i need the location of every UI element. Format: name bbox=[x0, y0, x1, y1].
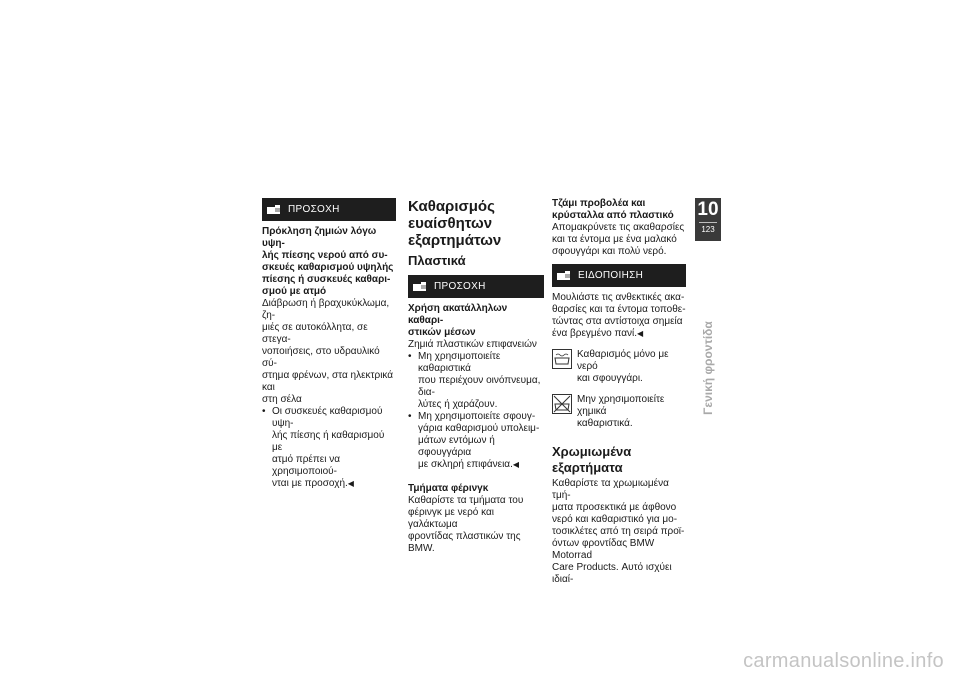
end-mark: ◀ bbox=[512, 460, 519, 469]
warning-hand-icon bbox=[266, 203, 282, 217]
warning-subhead: Πρόκληση ζημιών λόγω υψη- λής πίεσης νερού από συ- σκευές καθαρισμού υψηλής πίεσης ή συσκευές καθαρι- σμού με ατμό bbox=[262, 226, 394, 297]
visor-title: Τζάμι προβολέα και κρύσταλλα από πλαστικό bbox=[552, 198, 674, 221]
warning-box bbox=[408, 275, 544, 298]
list-item: • Οι συσκευές καθαρισμού υψη- λής πίεσης ή καθαρισμού με ατμό πρέπει να χρησιμοποιού- νται με προσοχή.◀ bbox=[262, 406, 396, 490]
warning-label: ΠΡΟΣΟΧΗ bbox=[434, 281, 486, 292]
chapter-number: 10 bbox=[697, 199, 719, 220]
chapter-tab bbox=[695, 198, 721, 241]
chrome-title: Χρωμιωμένα εξαρτήματα bbox=[552, 444, 632, 475]
watermark: carmanualsonline.info bbox=[743, 650, 944, 672]
list-item: • Μη χρησιμοποιείτε καθαριστικά που περιέχουν οινόπνευμα, δια- λύτες ή χαράζουν. bbox=[408, 351, 544, 411]
page-number: 123 bbox=[701, 225, 715, 234]
warning-body: Ζημιά πλαστικών επιφανειών bbox=[408, 339, 537, 350]
section-title: Καθαρισμός ευαίσθητων εξαρτημάτων bbox=[408, 198, 502, 249]
column-3 bbox=[552, 198, 686, 586]
warning-box bbox=[262, 198, 396, 221]
water-sponge-icon bbox=[552, 349, 572, 369]
warning-bullets bbox=[408, 351, 544, 471]
chrome-body: Καθαρίστε τα χρωμιωμένα τμή- ματα προσεκτικά με άφθονο νερό και καθαριστικό για μο- τοσικλέτες από τη σειρά προϊ- όντων φροντίδας BMW Motorrad Care Products. Αυτό ισχύει ιδιαί- bbox=[552, 478, 685, 585]
end-mark: ◀ bbox=[637, 329, 644, 338]
subsection-title-plastics: Πλαστικά bbox=[408, 253, 466, 268]
fairing-title: Τμήματα φέρινγκ bbox=[408, 483, 489, 494]
symbol-no-chemicals: Μην χρησιμοποιείτε χημικά καθαριστικά. bbox=[552, 394, 686, 430]
chapter-side-label: Γενική φροντίδα bbox=[701, 321, 715, 415]
symbol-water-only: Καθαρισμός μόνο με νερό και σφουγγάρι. bbox=[552, 349, 686, 385]
list-item: • Μη χρησιμοποιείτε σφουγ- γάρια καθαρισμού υπολειμ- μάτων εντόμων ή σφουγγάρια με σκληρή επιφάνεια.◀ bbox=[408, 411, 544, 471]
notice-hand-icon bbox=[556, 269, 572, 283]
notice-box bbox=[552, 264, 686, 287]
notice-label: ΕΙΔΟΠΟΙΗΣΗ bbox=[578, 270, 644, 281]
warning-subhead: Χρήση ακατάλληλων καθαρι- στικών μέσων bbox=[408, 303, 508, 338]
notice-body: Μουλιάστε τις ανθεκτικές ακα- θαρσίες και τα έντομα τοποθε- τώντας στα αντίστοιχα σημεία ένα βρεγμένο πανί.◀ bbox=[552, 292, 686, 339]
end-mark: ◀ bbox=[347, 479, 354, 488]
fairing-body: Καθαρίστε τα τμήματα του φέρινγκ με νερό και γαλάκτωμα φροντίδας πλαστικών της BMW. bbox=[408, 495, 524, 554]
warning-hand-icon bbox=[412, 280, 428, 294]
warning-bullets bbox=[262, 406, 396, 490]
column-1 bbox=[262, 198, 396, 490]
column-2 bbox=[408, 198, 544, 555]
visor-body: Απομακρύνετε τις ακαθαρσίες και τα έντομα με ένα μαλακό σφουγγάρι και πολύ νερό. bbox=[552, 222, 685, 257]
warning-body: Διάβρωση ή βραχυκύκλωμα, ζη- μιές σε αυτοκόλλητα, σε στεγα- νοποιήσεις, στο υδραυλικό σύ- στημα φρένων, στα ηλεκτρικά και στη σέλα bbox=[262, 298, 394, 405]
no-chemicals-icon bbox=[552, 394, 572, 414]
warning-label: ΠΡΟΣΟΧΗ bbox=[288, 204, 340, 215]
